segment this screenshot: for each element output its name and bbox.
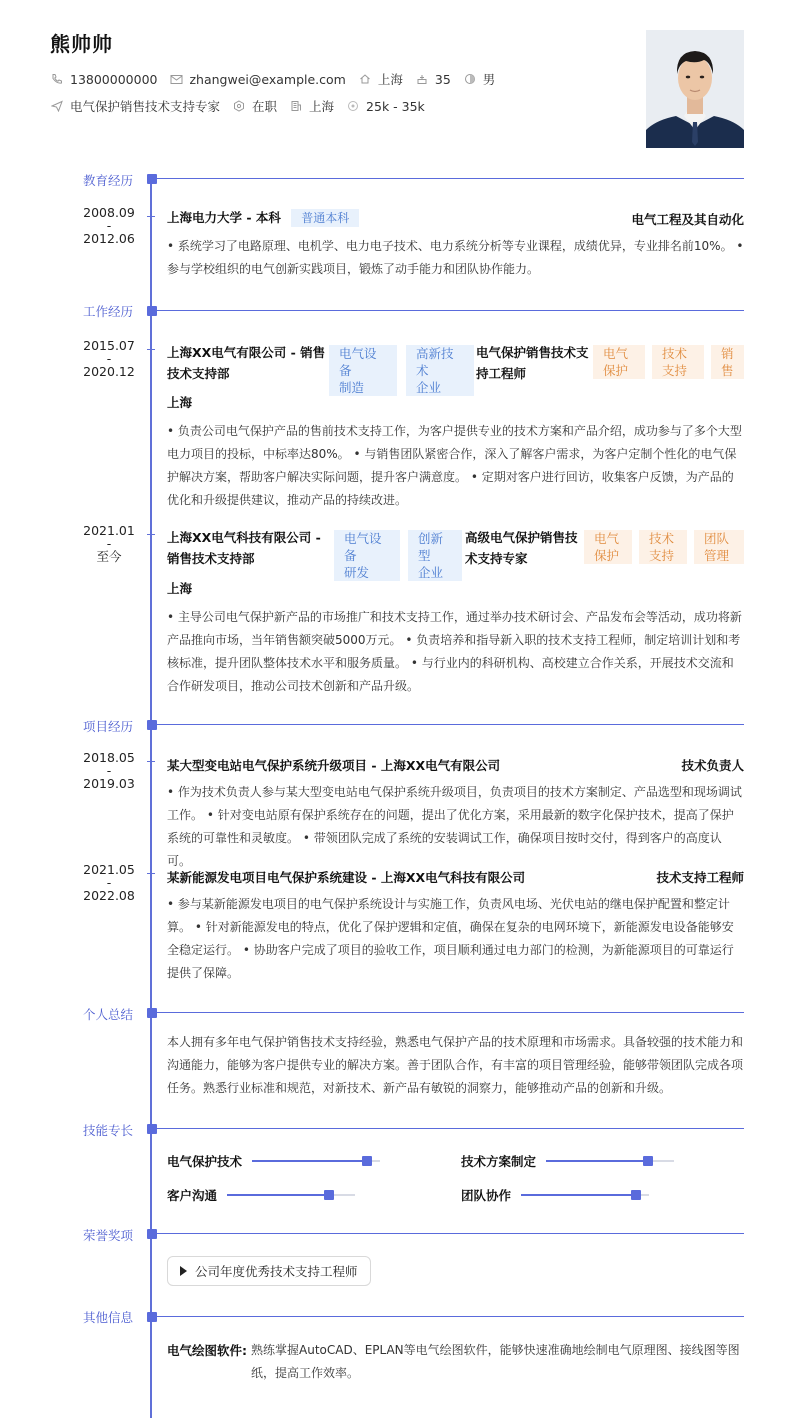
other-divider (157, 1316, 744, 1317)
work-role (476, 342, 591, 384)
project-title: 项目经历 (83, 719, 134, 734)
work-marker (147, 306, 157, 316)
gender-icon (463, 72, 477, 86)
tag-line: 研发 (344, 565, 370, 580)
industry-tag (329, 345, 397, 396)
timeline-tick (147, 873, 155, 874)
date-start: 2015.07 (83, 338, 135, 353)
education-school (167, 208, 359, 227)
tag-line: 技术 (649, 531, 675, 546)
age-text: 35 (434, 71, 451, 87)
date-end: 至今 (96, 549, 122, 564)
tag-line: 企业 (416, 380, 442, 395)
target-job-item (50, 97, 220, 115)
project-date (80, 863, 138, 902)
candidate-name: 熊帅帅 (50, 32, 113, 56)
date-end: 2019.03 (83, 776, 135, 791)
tag-line: 保护 (603, 363, 629, 378)
date-sep: - (106, 763, 112, 778)
age-item (415, 72, 451, 87)
company-line: 上海XX电气科技有限公司 - (167, 530, 321, 545)
awards-title: 荣誉奖项 (83, 1228, 134, 1243)
work-city: 上海 (167, 395, 193, 410)
phone-item (50, 72, 157, 87)
date-sep: - (106, 536, 112, 551)
company-line: 销售技术支持部 (167, 551, 255, 566)
education-desc: • 系统学习了电路原理、电机学、电力电子技术、电力系统分析等专业课程，成绩优异，专业排名前10%。 • 参与学校组织的电气创新实践项目，锻炼了动手能力和团队协作能力。 (167, 239, 744, 276)
work-desc: • 负责公司电气保护产品的售前技术支持工作，为客户提供专业的技术方案和产品介绍，成功参与了多个大型电力项目的投标，中标率达80%。 • 与销售团队紧密合作，深入了解客户需求，为客户定制个性化的电气保护解决方案，帮助客户解决实际问题，提升客户满意度。 • 定期对客户进行回访，收集客户反馈，为产品的优化和升级提供建议，推动产品的持续改进。 (167, 424, 742, 507)
project-date (80, 751, 138, 790)
tag-line: 售 (721, 363, 734, 378)
summary-text: 本人拥有多年电气保护销售技术支持经验，熟悉电气保护产品的技术原理和市场需求。具备较强的技术能力和沟通能力，能够为客户提供专业的解决方案。善于团队合作，有丰富的项目管理经验，能够带领团队完成各项任务。熟悉行业标准和规范，对新技术、新产品有敏锐的洞察力，能够推动产品的创新和升级。 (167, 1035, 744, 1095)
work-title: 工作经历 (83, 304, 134, 319)
status-icon (232, 99, 246, 113)
email-text: zhangwei@example.com (189, 71, 346, 87)
awards-marker (147, 1229, 157, 1239)
skill-bar (227, 1194, 355, 1196)
role-line: 电气保护销售技术支 (476, 345, 589, 360)
tag-line: 团队 (704, 531, 730, 546)
summary-divider (157, 1012, 744, 1013)
salary-icon (346, 99, 360, 113)
role-line: 持工程师 (476, 366, 527, 381)
company-line: 上海XX电气有限公司 - 销售 (167, 345, 326, 360)
skill-bar (546, 1160, 674, 1162)
tag-line: 高新技术 (416, 346, 454, 378)
skill-name: 技术方案制定 (461, 1154, 537, 1169)
age-icon (415, 72, 429, 86)
tag-line: 电气设备 (344, 531, 382, 563)
work-company (167, 527, 327, 569)
skill-item (461, 1186, 649, 1204)
project-name: 某大型变电站电气保护系统升级项目 - 上海XX电气有限公司 (167, 758, 501, 773)
date-start: 2021.05 (83, 862, 135, 877)
education-date (80, 206, 138, 245)
education-tag: 普通本科 (291, 209, 359, 227)
salary-item (346, 99, 425, 114)
work-desc: • 主导公司电气保护新产品的市场推广和技术支持工作，通过举办技术研讨会、产品发布会等活动，成功将新产品推向市场，当年销售额突破5000万元。 • 负责培养和指导新入职的技术支持工程师，制定培训计划和考核标准，提升团队整体技术水平和服务质量。 • 与行业内的科研机构、高校建立合作关系，开展技术交流和合作研发项目，推动公司技术创新和产品升级。 (167, 610, 742, 693)
tag-line: 支持 (662, 363, 688, 378)
date-sep: - (106, 351, 112, 366)
tag-line: 管理 (704, 548, 730, 563)
skill-tag (639, 530, 687, 564)
mail-icon (169, 72, 183, 86)
other-marker (147, 1312, 157, 1322)
skills-marker (147, 1124, 157, 1134)
target-city-item (289, 97, 334, 115)
phone-icon (50, 72, 64, 86)
tag-line: 企业 (418, 565, 444, 580)
tag-line: 电气设备 (339, 346, 377, 378)
timeline-tick (147, 761, 155, 762)
summary-marker (147, 1008, 157, 1018)
education-major: 电气工程及其自动化 (631, 212, 744, 227)
other-label: 电气绘图软件: (167, 1343, 247, 1358)
skill-tag (694, 530, 744, 564)
date-end: 2020.12 (83, 364, 135, 379)
skill-tag (652, 345, 704, 379)
tag-line: 电气 (603, 346, 629, 361)
timeline-tick (147, 349, 155, 350)
awards-divider (157, 1233, 744, 1234)
skill-item (461, 1152, 674, 1170)
status-text: 在职 (252, 99, 278, 114)
skills-title: 技能专长 (83, 1123, 134, 1138)
city-text: 上海 (377, 72, 403, 87)
skill-name: 客户沟通 (167, 1188, 218, 1203)
company-line: 技术支持部 (167, 366, 230, 381)
building-icon (289, 99, 303, 113)
skill-tag (711, 345, 744, 379)
education-title: 教育经历 (83, 173, 134, 188)
city-item (358, 70, 403, 88)
tag-line: 技术 (662, 346, 688, 361)
skill-bar (521, 1194, 649, 1196)
project-role: 技术支持工程师 (656, 870, 744, 885)
skill-tag (584, 530, 632, 564)
company-type-tag (408, 530, 462, 581)
gender-text: 男 (482, 72, 496, 87)
skills-divider (157, 1128, 744, 1129)
skill-item (167, 1152, 380, 1170)
summary-title: 个人总结 (83, 1007, 134, 1022)
skill-item (167, 1186, 355, 1204)
date-sep: - (106, 218, 112, 233)
email-item (169, 72, 345, 87)
date-start: 2021.01 (83, 523, 135, 538)
tag-line: 支持 (649, 548, 675, 563)
date-sep: - (106, 875, 112, 890)
role-line: 术支持专家 (465, 551, 528, 566)
send-icon (50, 99, 64, 113)
work-role (465, 527, 580, 569)
date-start: 2008.09 (83, 205, 135, 220)
award-text: 公司年度优秀技术支持工程师 (195, 1264, 358, 1279)
gender-item (463, 70, 496, 88)
tag-line: 制造 (339, 380, 365, 395)
company-type-tag (406, 345, 474, 396)
project-desc: • 参与某新能源发电项目的电气保护系统设计与实施工作，负责风电场、光伏电站的继电保护配置和整定计算。 • 针对新能源发电的特点，优化了保护逻辑和定值，确保在复杂的电网环境下，新能源发电设备能够安全稳定运行。 • 协助客户完成了项目的验收工作，项目顺利通过电力部门的检测，为新能源项目的可靠运行提供了保障。 (167, 897, 734, 980)
education-marker (147, 174, 157, 184)
target-city-text: 上海 (309, 99, 335, 114)
tag-line: 保护 (594, 548, 620, 563)
education-divider (157, 178, 744, 179)
other-line: 纸，提高工作效率。 (251, 1366, 360, 1380)
work-date (80, 339, 138, 378)
award-chip (167, 1256, 371, 1286)
tag-line: 销 (721, 346, 734, 361)
skill-tag (593, 345, 645, 379)
other-title: 其他信息 (83, 1310, 134, 1325)
timeline-tick (147, 216, 155, 217)
other-line: 熟练掌握AutoCAD、EPLAN等电气绘图软件，能够快速准确地绘制电气原理图、接线图等图 (251, 1343, 740, 1357)
tag-line: 创新型 (418, 531, 444, 563)
target-job-text: 电气保护销售技术支持专家 (70, 99, 221, 114)
project-divider (157, 724, 744, 725)
role-line: 高级电气保护销售技 (465, 530, 578, 545)
skill-name: 电气保护技术 (167, 1154, 243, 1169)
contact-row (50, 70, 507, 88)
phone-text: 13800000000 (70, 71, 158, 87)
work-company (167, 342, 327, 384)
skill-bar (252, 1160, 380, 1162)
salary-text: 25k - 35k (366, 98, 425, 114)
home-icon (358, 72, 372, 86)
project-name: 某新能源发电项目电气保护系统建设 - 上海XX电气科技有限公司 (167, 870, 526, 885)
industry-tag (334, 530, 400, 581)
tag-line: 电气 (594, 531, 620, 546)
project-marker (147, 720, 157, 730)
job-row (50, 97, 437, 115)
project-role: 技术负责人 (681, 758, 744, 773)
play-icon (180, 1266, 187, 1276)
status-item (232, 97, 277, 115)
project-desc: • 作为技术负责人参与某大型变电站电气保护系统升级项目，负责项目的技术方案制定、产品选型和现场调试工作。 • 针对变电站原有保护系统存在的问题，提出了优化方案，采用最新的数字化保护技术，提高了保护系统的可靠性和灵敏度。 • 带领团队完成了系统的安装调试工作，确保项目按时交付，得到客户的高度认可。 (167, 785, 742, 868)
skill-name: 团队协作 (461, 1188, 512, 1203)
school-name: 上海电力大学 - 本科 (167, 210, 281, 225)
work-city: 上海 (167, 581, 193, 596)
work-divider (157, 310, 744, 311)
timeline-tick (147, 534, 155, 535)
avatar (646, 30, 744, 148)
date-end: 2022.08 (83, 888, 135, 903)
date-end: 2012.06 (83, 231, 135, 246)
other-text (251, 1339, 744, 1385)
work-date (80, 524, 138, 563)
date-start: 2018.05 (83, 750, 135, 765)
